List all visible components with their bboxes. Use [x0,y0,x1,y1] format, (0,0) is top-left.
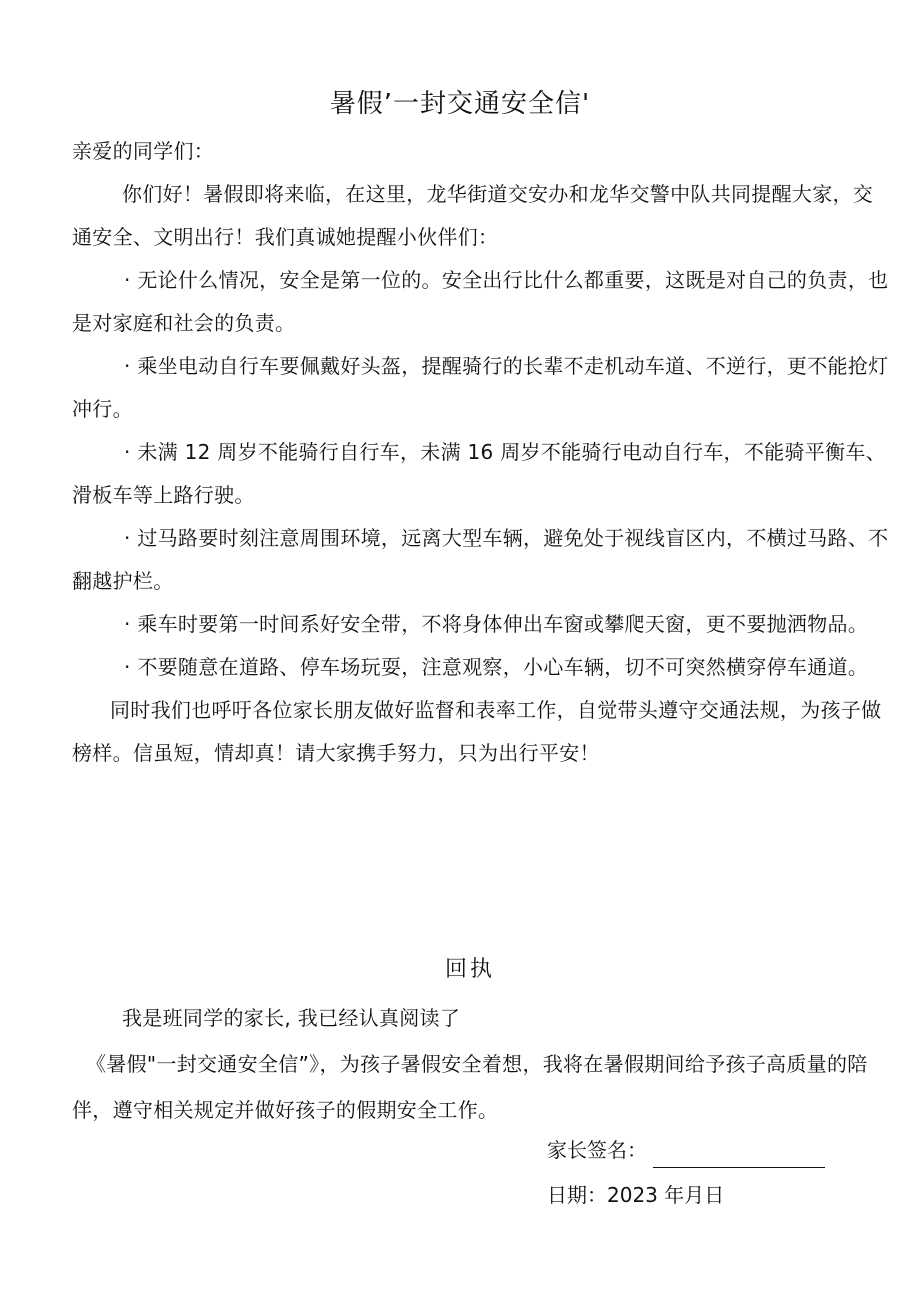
letter-body [72,173,890,775]
safety-tip-4: · 过马路要时刻注意周围环境，远离大型车辆，避免处于视线盲区内，不横过马路、不翻越护栏。 [72,526,889,593]
receipt-body [72,995,890,1133]
letter-closing-paragraph: 同时我们也呼吁各位家长朋友做好监督和表率工作，自觉带头遵守交通法规，为孩子做榜样。信虽短，情却真！请大家携手努力，只为出行平安！ [72,698,882,765]
safety-tip-1: · 无论什么情况，安全是第一位的。安全出行比什么都重要，这既是对自己的负责，也是对家庭和社会的负责。 [72,268,889,335]
signature-label: 家长签名： [547,1138,647,1162]
receipt-commitment-paragraph: 《暑假"一封交通安全信”》，为孩子暑假安全着想，我将在暑假期间给予孩子高质量的陪伴，遵守相关规定并做好孩子的假期安全工作。 [72,1052,868,1122]
safety-tip-3: · 未满 12 周岁不能骑行自行车，未满 16 周岁不能骑行电动自行车，不能骑平衡车、滑板车等上路行驶。 [72,440,886,507]
date-line: 日期：2023 年月日 [547,1183,725,1207]
safety-tip-2: · 乘坐电动自行车要佩戴好头盔，提醒骑行的长辈不走机动车道、不逆行，更不能抢灯冲行。 [72,354,889,421]
letter-intro-paragraph: 你们好！暑假即将来临，在这里，龙华街道交安办和龙华交警中队共同提醒大家，交通安全、文明出行！我们真诚她提醒小伙伴们： [72,182,874,249]
receipt-statement-line: 我是班同学的家长, 我已经认真阅读了 [122,1006,461,1030]
safety-tip-6: · 不要随意在道路、停车场玩耍，注意观察，小心车辆，切不可突然横穿停车通道。 [124,655,869,679]
signature-blank-line[interactable] [653,1143,825,1168]
letter-greeting: 亲爱的同学们： [72,139,215,163]
letter-title: 暑假’一封交通安全信' [329,89,591,119]
receipt-title: 回执 [444,957,495,982]
signature-row [547,1132,825,1168]
safety-tip-5: · 乘车时要第一时间系好安全带，不将身体伸出车窗或攀爬天窗，更不要抛洒物品。 [124,612,869,636]
